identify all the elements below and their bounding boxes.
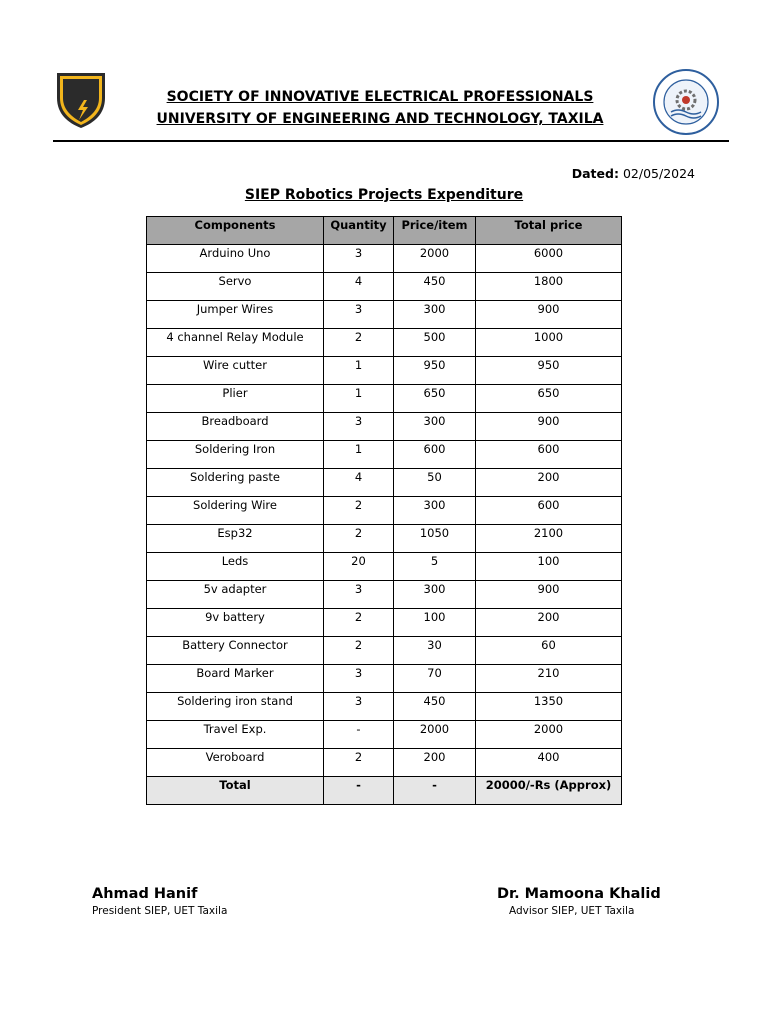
- table-cell: 2: [324, 525, 394, 553]
- table-cell: 30: [394, 637, 476, 665]
- table-cell: 3: [324, 245, 394, 273]
- table-row: [147, 693, 622, 721]
- table-cell: Soldering paste: [147, 469, 324, 497]
- table-cell: 650: [476, 385, 622, 413]
- table-row: [147, 553, 622, 581]
- table-row: [147, 329, 622, 357]
- table-cell: Soldering Wire: [147, 497, 324, 525]
- university-name: UNIVERSITY OF ENGINEERING AND TECHNOLOGY, TAXILA: [156, 111, 604, 127]
- table-row: [147, 357, 622, 385]
- table-cell: Arduino Uno: [147, 245, 324, 273]
- table-cell: 70: [394, 665, 476, 693]
- table-row: [147, 525, 622, 553]
- table-cell: -: [324, 721, 394, 749]
- table-cell: 2000: [476, 721, 622, 749]
- table-cell: 4: [324, 469, 394, 497]
- table-cell: Board Marker: [147, 665, 324, 693]
- table-cell: 300: [394, 301, 476, 329]
- table-cell: 300: [394, 413, 476, 441]
- signatory-name: Ahmad Hanif: [92, 886, 198, 902]
- table-cell: 2: [324, 749, 394, 777]
- table-cell: 2: [324, 329, 394, 357]
- table-cell: 1350: [476, 693, 622, 721]
- table-cell: Veroboard: [147, 749, 324, 777]
- table-cell: 1: [324, 385, 394, 413]
- table-cell: Soldering Iron: [147, 441, 324, 469]
- table-cell: 1050: [394, 525, 476, 553]
- table-cell: 1800: [476, 273, 622, 301]
- table-cell: 300: [394, 581, 476, 609]
- column-header: Components: [147, 217, 324, 245]
- table-cell: 950: [476, 357, 622, 385]
- table-cell: 1: [324, 441, 394, 469]
- table-header-row: [147, 217, 622, 245]
- total-cell: -: [324, 777, 394, 805]
- column-header: Total price: [476, 217, 622, 245]
- signature-advisor: [497, 886, 661, 917]
- table-cell: 4: [324, 273, 394, 301]
- table-cell: 600: [476, 441, 622, 469]
- table-cell: 2: [324, 637, 394, 665]
- table-cell: 2: [324, 497, 394, 525]
- table-cell: 20: [324, 553, 394, 581]
- table-row: [147, 637, 622, 665]
- table-cell: 650: [394, 385, 476, 413]
- table-cell: 450: [394, 693, 476, 721]
- table-cell: Esp32: [147, 525, 324, 553]
- date-line: [572, 166, 695, 181]
- table-cell: Soldering iron stand: [147, 693, 324, 721]
- table-cell: Servo: [147, 273, 324, 301]
- table-row: [147, 301, 622, 329]
- table-cell: Plier: [147, 385, 324, 413]
- table-cell: 3: [324, 301, 394, 329]
- table-cell: 3: [324, 581, 394, 609]
- table-cell: 3: [324, 413, 394, 441]
- table-cell: 210: [476, 665, 622, 693]
- signatory-role: Advisor SIEP, UET Taxila: [509, 905, 635, 917]
- table-row: [147, 245, 622, 273]
- table-body: [147, 245, 622, 805]
- table-cell: 5v adapter: [147, 581, 324, 609]
- total-cell: 20000/-Rs (Approx): [476, 777, 622, 805]
- table-cell: 100: [394, 609, 476, 637]
- table-cell: 2: [324, 609, 394, 637]
- table-cell: 60: [476, 637, 622, 665]
- table-row: [147, 665, 622, 693]
- uet-seal-logo: [651, 68, 721, 136]
- table-cell: 2100: [476, 525, 622, 553]
- table-row: [147, 749, 622, 777]
- table-cell: 900: [476, 301, 622, 329]
- table-cell: 50: [394, 469, 476, 497]
- table-cell: 300: [394, 497, 476, 525]
- table-row: [147, 469, 622, 497]
- dated-value: 02/05/2024: [622, 166, 695, 181]
- expenditure-table: [146, 216, 622, 805]
- table-cell: 4 channel Relay Module: [147, 329, 324, 357]
- table-cell: 6000: [476, 245, 622, 273]
- table-cell: 3: [324, 665, 394, 693]
- signature-president: [92, 886, 227, 917]
- column-header: Quantity: [324, 217, 394, 245]
- table-row: [147, 609, 622, 637]
- table-cell: 2000: [394, 245, 476, 273]
- total-cell: -: [394, 777, 476, 805]
- table-cell: 3: [324, 693, 394, 721]
- table-cell: 900: [476, 581, 622, 609]
- document-title: SIEP Robotics Projects Expenditure: [244, 187, 524, 203]
- table-cell: 400: [476, 749, 622, 777]
- table-cell: 200: [394, 749, 476, 777]
- table-cell: 450: [394, 273, 476, 301]
- table-row: [147, 413, 622, 441]
- table-row: [147, 497, 622, 525]
- table-cell: Travel Exp.: [147, 721, 324, 749]
- table-row: [147, 385, 622, 413]
- table-row: [147, 581, 622, 609]
- table-cell: Breadboard: [147, 413, 324, 441]
- table-cell: 950: [394, 357, 476, 385]
- table-cell: 1000: [476, 329, 622, 357]
- table-cell: Leds: [147, 553, 324, 581]
- table-cell: 600: [394, 441, 476, 469]
- table-cell: 500: [394, 329, 476, 357]
- signatory-name: Dr. Mamoona Khalid: [497, 886, 661, 902]
- table-cell: 1: [324, 357, 394, 385]
- table-row: [147, 441, 622, 469]
- table-total-row: [147, 777, 622, 805]
- table-cell: 100: [476, 553, 622, 581]
- header-divider: [53, 140, 729, 142]
- table-cell: 5: [394, 553, 476, 581]
- table-cell: 200: [476, 609, 622, 637]
- table-row: [147, 721, 622, 749]
- table-cell: Battery Connector: [147, 637, 324, 665]
- table-row: [147, 273, 622, 301]
- dated-label: Dated:: [571, 166, 619, 181]
- table-cell: 2000: [394, 721, 476, 749]
- table-cell: 200: [476, 469, 622, 497]
- table-cell: Jumper Wires: [147, 301, 324, 329]
- table-cell: 900: [476, 413, 622, 441]
- org-name: SOCIETY OF INNOVATIVE ELECTRICAL PROFESSIONALS: [166, 89, 594, 105]
- table-cell: 600: [476, 497, 622, 525]
- column-header: Price/item: [394, 217, 476, 245]
- university-seal-icon: [651, 68, 721, 136]
- table-cell: Wire cutter: [147, 357, 324, 385]
- table-cell: 9v battery: [147, 609, 324, 637]
- total-cell: Total: [147, 777, 324, 805]
- signatory-role: President SIEP, UET Taxila: [92, 905, 228, 917]
